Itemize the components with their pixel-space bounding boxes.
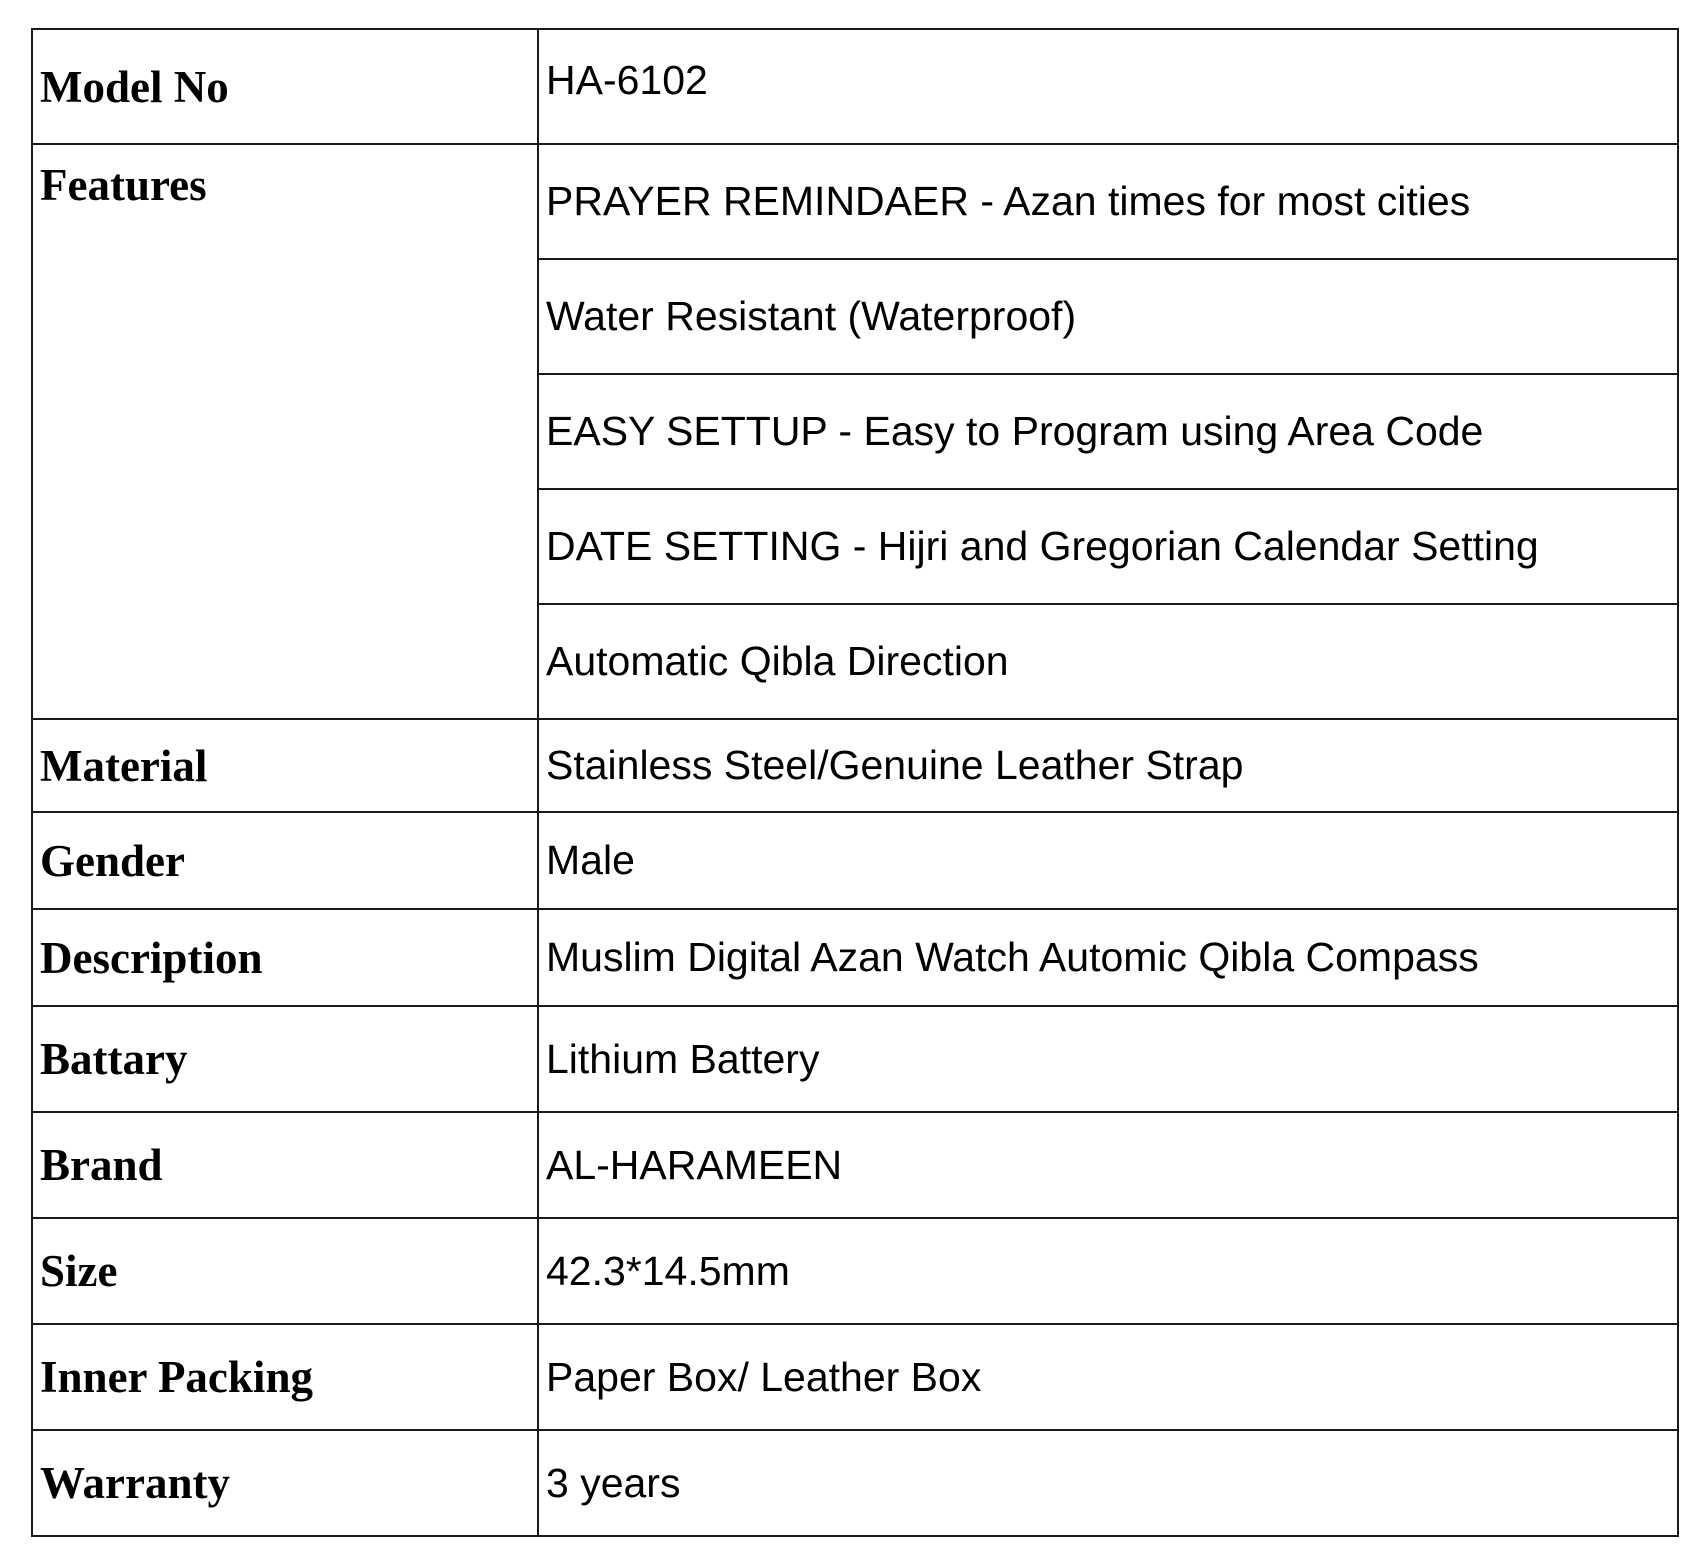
spec-value-feature: PRAYER REMINDAER - Azan times for most cities — [538, 144, 1678, 259]
spec-value-feature: Water Resistant (Waterproof) — [538, 259, 1678, 374]
spec-label-gender: Gender — [32, 812, 538, 909]
spec-label-model-no: Model No — [32, 29, 538, 144]
spec-row-inner-packing — [32, 1324, 1678, 1430]
spec-value-battary: Lithium Battery — [538, 1006, 1678, 1112]
spec-label-features: Features — [32, 144, 538, 719]
spec-row-size — [32, 1218, 1678, 1324]
spec-row-warranty — [32, 1430, 1678, 1536]
spec-value-description: Muslim Digital Azan Watch Automic Qibla Compass — [538, 909, 1678, 1006]
spec-value-feature: EASY SETTUP - Easy to Program using Area Code — [538, 374, 1678, 489]
spec-label-inner-packing: Inner Packing — [32, 1324, 538, 1430]
spec-row-gender — [32, 812, 1678, 909]
spec-label-size: Size — [32, 1218, 538, 1324]
spec-label-battary: Battary — [32, 1006, 538, 1112]
spec-label-description: Description — [32, 909, 538, 1006]
spec-value-warranty: 3 years — [538, 1430, 1678, 1536]
spec-value-brand: AL-HARAMEEN — [538, 1112, 1678, 1218]
spec-value-feature: Automatic Qibla Direction — [538, 604, 1678, 719]
spec-value-size: 42.3*14.5mm — [538, 1218, 1678, 1324]
spec-row-battary — [32, 1006, 1678, 1112]
spec-value-feature: DATE SETTING - Hijri and Gregorian Calendar Setting — [538, 489, 1678, 604]
spec-label-brand: Brand — [32, 1112, 538, 1218]
spec-value-inner-packing: Paper Box/ Leather Box — [538, 1324, 1678, 1430]
spec-row-brand — [32, 1112, 1678, 1218]
spec-row-model-no — [32, 29, 1678, 144]
spec-row-description — [32, 909, 1678, 1006]
spec-value-gender: Male — [538, 812, 1678, 909]
spec-value-model-no: HA-6102 — [538, 29, 1678, 144]
spec-row-material — [32, 719, 1678, 812]
spec-row-features — [32, 144, 1678, 259]
spec-value-material: Stainless Steel/Genuine Leather Strap — [538, 719, 1678, 812]
spec-label-warranty: Warranty — [32, 1430, 538, 1536]
spec-label-material: Material — [32, 719, 538, 812]
product-spec-table — [31, 28, 1679, 1537]
